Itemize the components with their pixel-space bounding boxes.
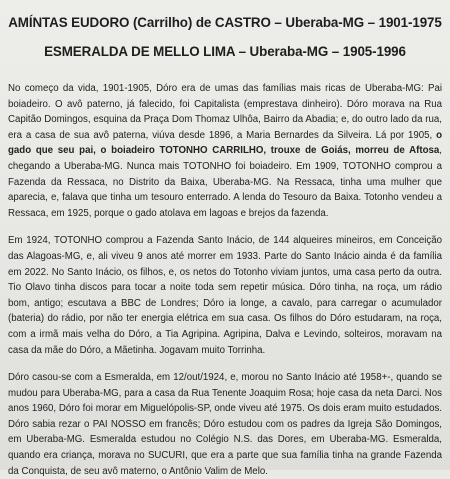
paragraph-1 (8, 81, 442, 221)
document-title-line-2: ESMERALDA DE MELLO LIMA – Uberaba-MG – 1905-1996 (44, 44, 406, 59)
paragraph-1-bold-text: o gado que seu pai, o boiadeiro TOTONHO CARRILHO, trouxe de Goiás, morreu de Aftosa (8, 129, 442, 157)
paragraph-1-text-start: No começo da vida, 1901-1905, Dóro era de umas das famílias mais ricas de Uberaba-MG: Pai boiadeiro. O avô paterno, já falecido, foi Capitalista (emprestava dinheiro). Dóro morava na Rua Capitão Domingos, esquina da Praça Dom Thomaz Ulhôa, Bairro da Abadia; e, do outro lado da rua, era a casa de sua avô paterna, viúva desde 1896, a Maria Bernardes da Silveira. Lá por 1905, (8, 83, 442, 141)
paragraph-3: Dóro casou-se com a Esmeralda, em 12/out/1924, e, morou no Santo Inácio até 1958+-, quando se mudou para Uberaba-MG, para a casa da Rua Tenente Joaquim Rosa; hoje casa da neta Darci. Nos anos 1960, Dóro foi morar em Miguelópolis-SP, onde viveu até 1975. Os dois eram muito estudados. Dóro sabia rezar o PAI NOSSO em francês; Dóro estudou com os padres da Igreja São Domingos, em Uberaba-MG. Esmeralda estudou no Colégio N.S. das Dores, em Uberaba-MG. Esmeralda, quando era criança, morava no SUCURI, que era a parte que sua família tinha na grande Fazenda da Conquista, de seu avô materno, o Antônio Valim de Melo. (8, 372, 442, 477)
document-title-line-1: AMÍNTAS EUDORO (Carrilho) de CASTRO – Uberaba-MG – 1901-1975 (8, 15, 442, 30)
paragraph-1-text-end: , chegando a Uberaba-MG. Nunca mais TOTONHO foi boiadeiro. Em 1909, TOTONHO comprou a Fazenda da Ressaca, no Distrito da Baixa, Uberaba-MG. Na Ressaca, tinha uma mulher que aparecia, e, falava que tinha um tesouro enterrado. A lenda do Tesouro da Baixa. Totonho vendeu a Ressaca, em 1925, porque o gado atolava em lagoas e brejos da fazenda. (8, 145, 442, 219)
paragraph-2: Em 1924, TOTONHO comprou a Fazenda Santo Inácio, de 144 alqueires mineiros, em Conceição das Alagoas-MG, e, ali viveu 9 anos até morrer em 1933. Parte do Santo Inácio ainda é da família em 2022. No Santo Inácio, os filhos, e, os netos do Totonho viviam juntos, uma casa perto da outra. Tio Olavo tinha discos para tocar a noite toda sem repetir música. Dóro tinha, na roça, um rádio bom, antigo; escutava a BBC de Londres; Dóro ia longe, a cavalo, para carregar o acumulador (bateria) do rádio, por não ter energia elétrica em sua casa. Os filhos do Dóro estudaram, na roça, com a irmã mais velha do Dóro, a Tia Agripina. Agripina, Dalva e Levindo, solteiros, moravam na casa da mãe do Dóro, a Mãetinha. Jogavam muito Torrinha. (8, 235, 442, 356)
